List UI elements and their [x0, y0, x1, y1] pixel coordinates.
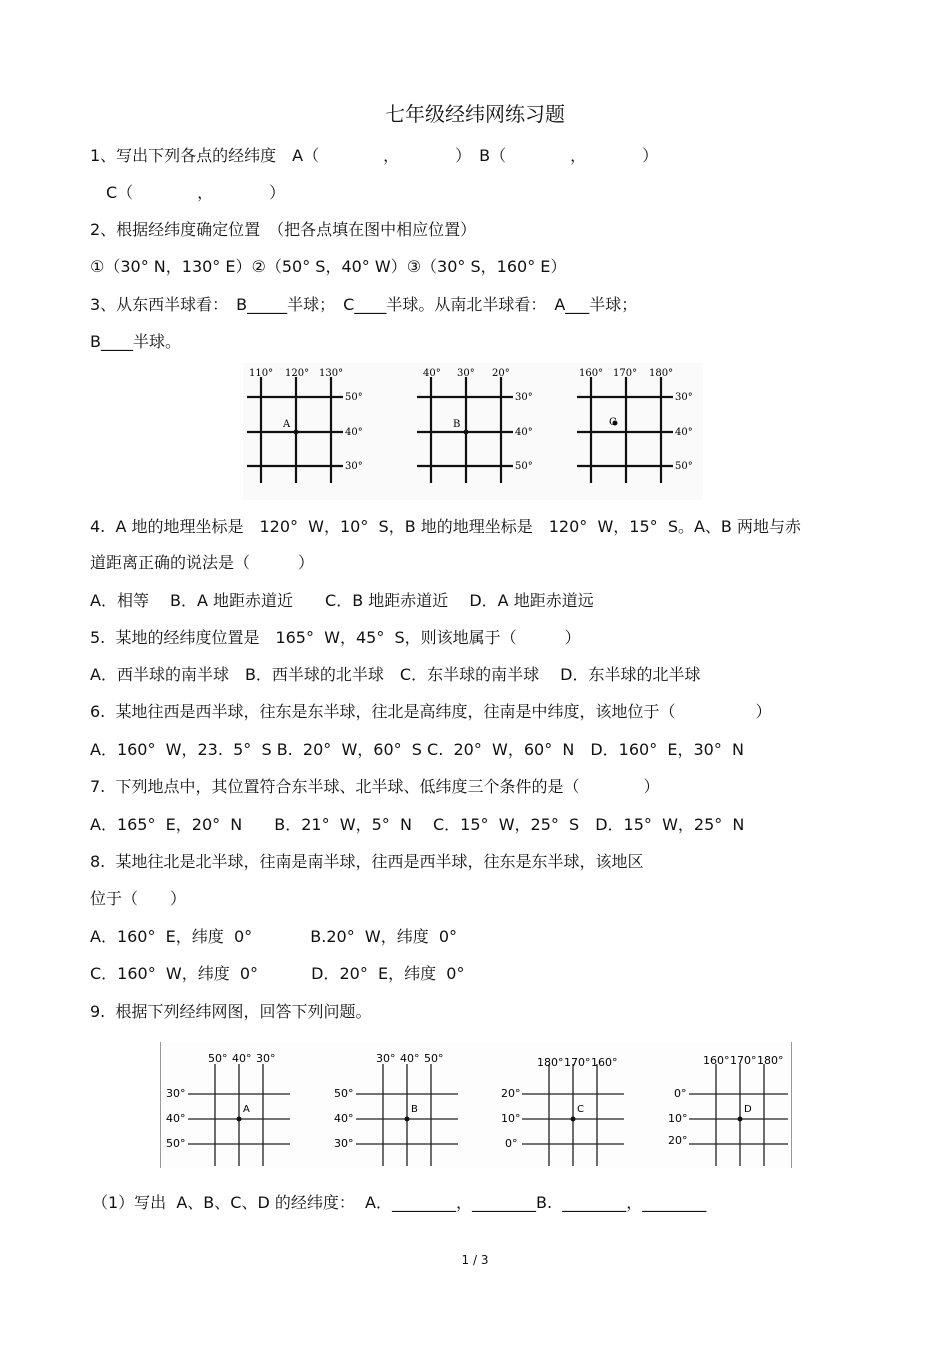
lon-label: 40° [400, 1052, 420, 1065]
lon-label: 40° [423, 368, 441, 379]
lon-label: 180° [757, 1054, 784, 1067]
label-point-b: B [453, 419, 461, 430]
point-a [294, 430, 299, 435]
q4-options: A．相等 B．A 地距赤道近 C．B 地距赤道近 D．A 地距赤道远 [90, 591, 594, 610]
lat-label: 10° [668, 1112, 688, 1125]
q6-line: 6. 某地往西是西半球，往东是东半球，往北是高纬度，往南是中纬度，该地位于（ ） [90, 702, 772, 721]
lon-label: 30° [376, 1052, 396, 1065]
q3-line: 3、从东西半球看： B_____半球； C____半球。从南北半球看： A___半球； [90, 295, 638, 314]
q2-points: ①（30° N，130° E）②（50° S，40° W）③（30° S，160° E） [90, 257, 567, 276]
lon-label: 120° [285, 368, 310, 379]
q2-line: 2、根据经纬度确定位置 （把各点填在图中相应位置） [90, 220, 477, 239]
lon-label: 30° [457, 368, 475, 379]
lon-label: 110° [249, 368, 274, 379]
label-point-c: C [609, 417, 617, 428]
lon-label: 180° [649, 368, 674, 379]
point-a [237, 1117, 242, 1122]
lat-label: 40° [334, 1112, 354, 1125]
lon-label: 170° [730, 1054, 757, 1067]
point-b [464, 430, 469, 435]
lat-label: 10° [501, 1112, 521, 1125]
lon-label: 170° [613, 368, 638, 379]
label-point-d: D [744, 1104, 752, 1115]
graticule-figure-1 [243, 363, 703, 500]
lat-label: 30° [675, 392, 693, 403]
q8-line: 8. 某地往北是北半球，往南是南半球，往西是西半球，往东是东半球，该地区 [90, 852, 644, 871]
label-point-c: C [577, 1104, 584, 1115]
point-d [738, 1117, 743, 1122]
lon-label: 30° [256, 1052, 276, 1065]
lat-label: 50° [166, 1137, 186, 1150]
q4-line-2: 道距离正确的说法是（ ） [90, 553, 315, 572]
lon-label: 160° [591, 1056, 618, 1069]
graticule-figure-2 [160, 1042, 792, 1168]
lon-label: 50° [424, 1052, 444, 1065]
lat-label: 50° [515, 461, 533, 472]
label-point-a: A [283, 419, 291, 430]
lon-label: 130° [319, 368, 344, 379]
q9-sub1: （1）写出 A、B、C、D 的经纬度： A．________，________B. ________，________ [92, 1193, 707, 1212]
lon-label: 180° [537, 1056, 564, 1069]
q8-options-ab: A．160° E，纬度 0° B.20° W，纬度 0° [90, 927, 458, 946]
lat-label: 30° [515, 392, 533, 403]
lat-label: 20° [501, 1087, 521, 1100]
page-title: 七年级经纬网练习题 [385, 102, 565, 126]
lat-label: 50° [345, 392, 363, 403]
q9-line: 9. 根据下列经纬网图，回答下列问题。 [90, 1002, 372, 1021]
lat-label: 30° [345, 461, 363, 472]
lat-label: 40° [345, 427, 363, 438]
lon-label: 160° [703, 1054, 730, 1067]
page-number: 1 / 3 [461, 1253, 489, 1267]
point-b [405, 1117, 410, 1122]
q1-line-c: C（ ， ） [90, 183, 286, 202]
q8-options-cd: C．160° W，纬度 0° D．20° E，纬度 0° [90, 964, 465, 983]
q7-options: A．165° E，20° N B．21° W，5° N C．15° W，25° S D．15° W，25° N [90, 815, 745, 834]
lat-label: 0° [674, 1087, 687, 1100]
lat-label: 20° [668, 1134, 688, 1147]
lat-label: 50° [675, 461, 693, 472]
lat-label: 40° [675, 427, 693, 438]
lon-label: 50° [208, 1052, 228, 1065]
lat-label: 0° [505, 1137, 518, 1150]
lon-label: 40° [232, 1052, 252, 1065]
lat-label: 40° [166, 1112, 186, 1125]
q3-line-b: B____半球。 [90, 332, 181, 351]
lat-label: 30° [166, 1087, 186, 1100]
q1-line: 1、写出下列各点的经纬度 A（ ， ） B（ ， ） [90, 146, 659, 165]
lat-label: 30° [334, 1137, 354, 1150]
q7-line: 7. 下列地点中，其位置符合东半球、北半球、低纬度三个条件的是（ ） [90, 777, 660, 796]
lon-label: 160° [579, 368, 604, 379]
q5-line: 5. 某地的经纬度位置是 165° W，45° S，则该地属于（ ） [90, 628, 581, 647]
q6-options: A．160° W，23. 5° S B. 20° W，60° S C. 20° W，60° N D．160° E，30° N [90, 740, 744, 759]
lon-label: 20° [492, 368, 510, 379]
label-point-b: B [411, 1104, 418, 1115]
point-c [571, 1117, 576, 1122]
lat-label: 50° [334, 1087, 354, 1100]
label-point-a: A [243, 1104, 250, 1115]
lat-label: 40° [515, 427, 533, 438]
q4-line: 4. A 地的地理坐标是 120° W，10° S，B 地的地理坐标是 120° W，15° S。A、B 两地与赤 [90, 517, 801, 536]
q8-line-2: 位于（ ） [90, 889, 187, 908]
lon-label: 170° [564, 1056, 591, 1069]
q5-options: A．西半球的南半球 B．西半球的北半球 C．东半球的南半球 D．东半球的北半球 [90, 665, 701, 684]
